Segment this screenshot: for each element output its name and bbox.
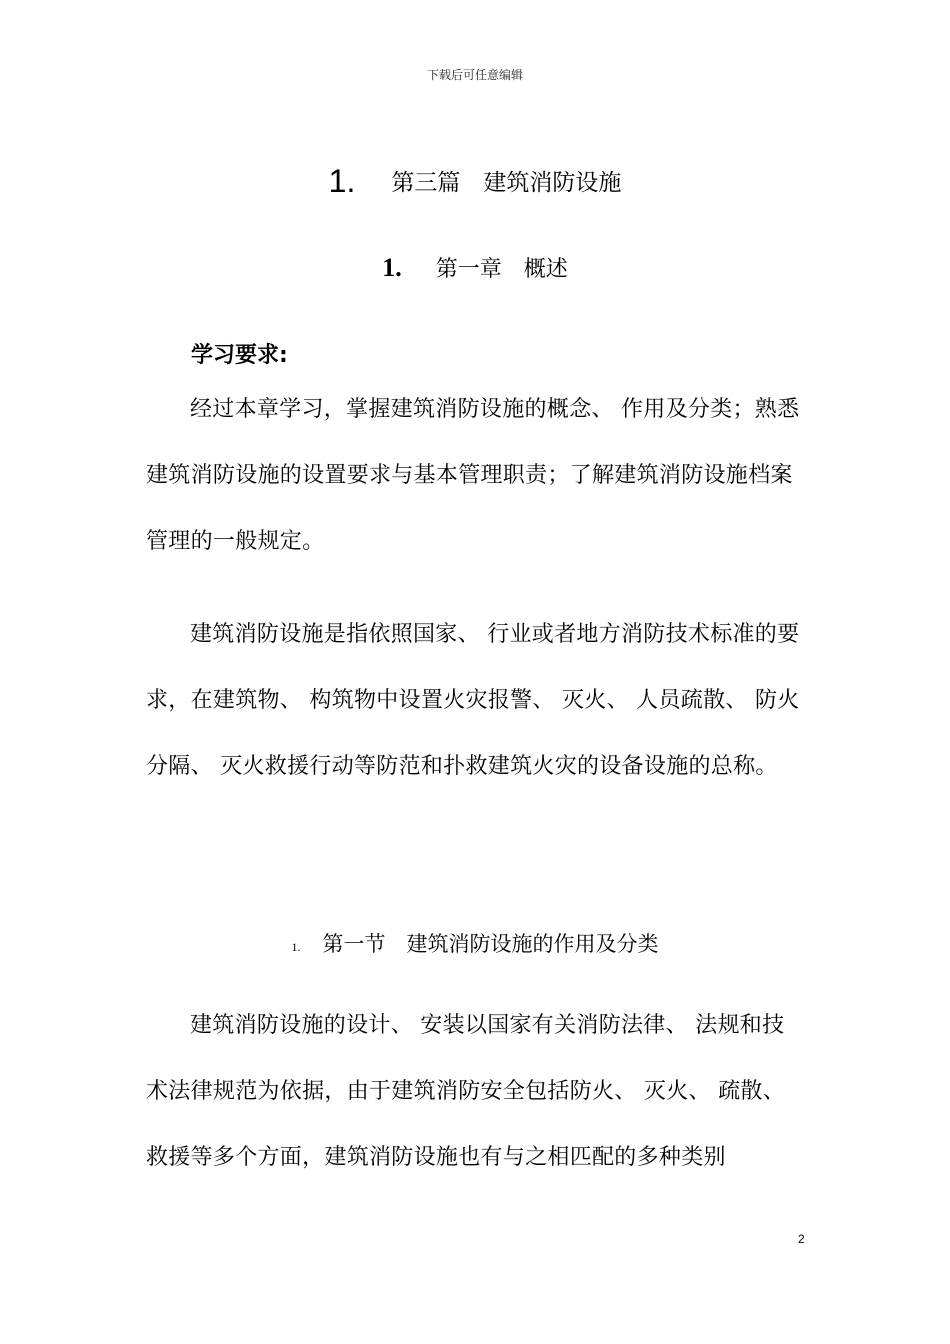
part-number: 1. xyxy=(328,163,356,199)
chapter-title-text: 第一章 概述 xyxy=(435,257,568,282)
part-title xyxy=(0,163,950,200)
section-title-text: 第一节 建筑消防设施的作用及分类 xyxy=(322,932,659,956)
section-paragraph: 建筑消防设施的设计、 安装以国家有关消防法律、 法规和技术法律规范为依据，由于建筑消防安全包括防火、 灭火、 疏散、 救援等多个方面，建筑消防设施也有与之相匹配的多种类别 xyxy=(146,1013,785,1170)
page-number: 2 xyxy=(798,1232,805,1246)
header-note: 下载后可任意编辑 xyxy=(426,68,523,82)
section-title xyxy=(0,928,950,958)
section-number: 1. xyxy=(291,940,301,954)
learning-requirements-paragraph: 经过本章学习，掌握建筑消防设施的概念、 作用及分类；熟悉建筑消防设施的设置要求与基本管理职责；了解建筑消防设施档案管理的一般规定。 xyxy=(146,397,800,554)
chapter-number: 1. xyxy=(382,253,402,282)
part-title-text: 第三篇 建筑消防设施 xyxy=(391,170,622,196)
definition-paragraph: 建筑消防设施是指依照国家、 行业或者地方消防技术标准的要求，在建筑物、 构筑物中设置火灾报警、 灭火、 人员疏散、 防火分隔、 灭火救援行动等防范和扑救建筑火灾的设备设施的总称。 xyxy=(146,622,800,779)
learning-requirements-heading: 学习要求: xyxy=(191,343,288,368)
chapter-title xyxy=(0,252,950,283)
